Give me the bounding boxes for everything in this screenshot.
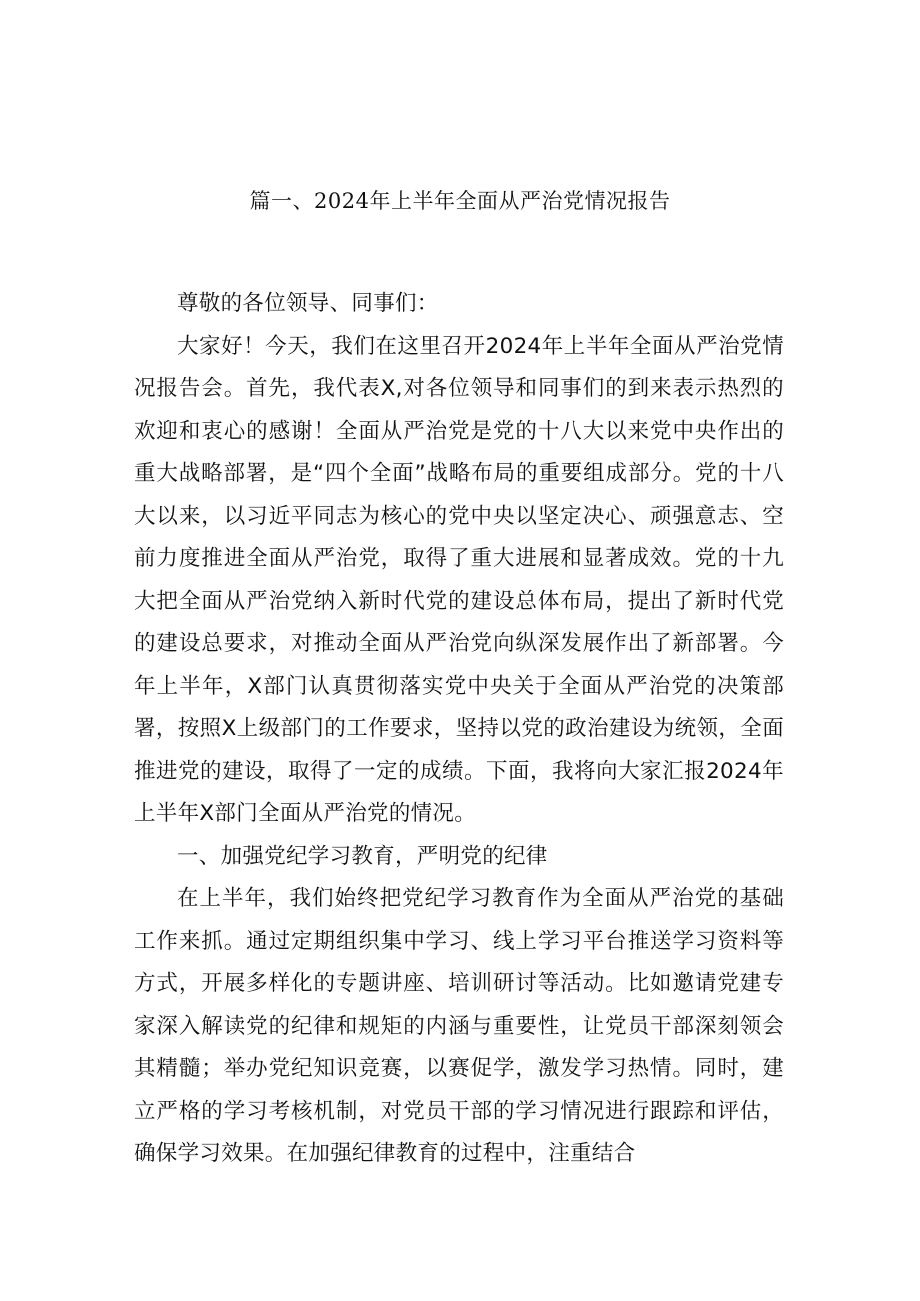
section-paragraph: 在上半年，我们始终把党纪学习教育作为全面从严治党的基础工作来抓。通过定期组织集中学习、线上学习平台推送学习资料等方式，开展多样化的专题讲座、培训研讨等活动。比如邀请党建专家深入解读党的纪律和规矩的内涵与重要性，让党员干部深刻领会其精髓；举办党纪知识竞赛，以赛促学，激发学习热情。同时，建立严格的学习考核机制，对党员干部的学习情况进行跟踪和评估，确保学习效果。在加强纪律教育的过程中，注重结合	[134, 886, 784, 1166]
salutation-paragraph: 尊敬的各位领导、同事们：	[177, 291, 439, 316]
intro-paragraph: 大家好！今天，我们在这里召开2024年上半年全面从严治党情况报告会。首先，我代表X,对各位领导和同事们的到来表示热烈的欢迎和衷心的感谢！全面从严治党是党的十八大以来党中央作出的重大战略部署，是“四个全面”战略布局的重要组成部分。党的十八大以来，以习近平同志为核心的党中央以坚定决心、顽强意志、空前力度推进全面从严治党，取得了重大进展和显著成效。党的十九大把全面从严治党纳入新时代党的建设总体布局，提出了新时代党的建设总要求，对推动全面从严治党向纵深发展作出了新部署。今年上半年，X部门认真贯彻落实党中央关于全面从严治党的决策部署，按照X上级部门的工作要求，坚持以党的政治建设为统领，全面推进党的建设，取得了一定的成绩。下面，我将向大家汇报2024年上半年X部门全面从严治党的情况。	[134, 333, 784, 826]
section-heading: 一、加强党纪学习教育，严明党的纪律	[177, 843, 548, 869]
document-body	[134, 283, 784, 1176]
document-title: 篇一、2024年上半年全面从严治党情况报告	[249, 189, 671, 213]
